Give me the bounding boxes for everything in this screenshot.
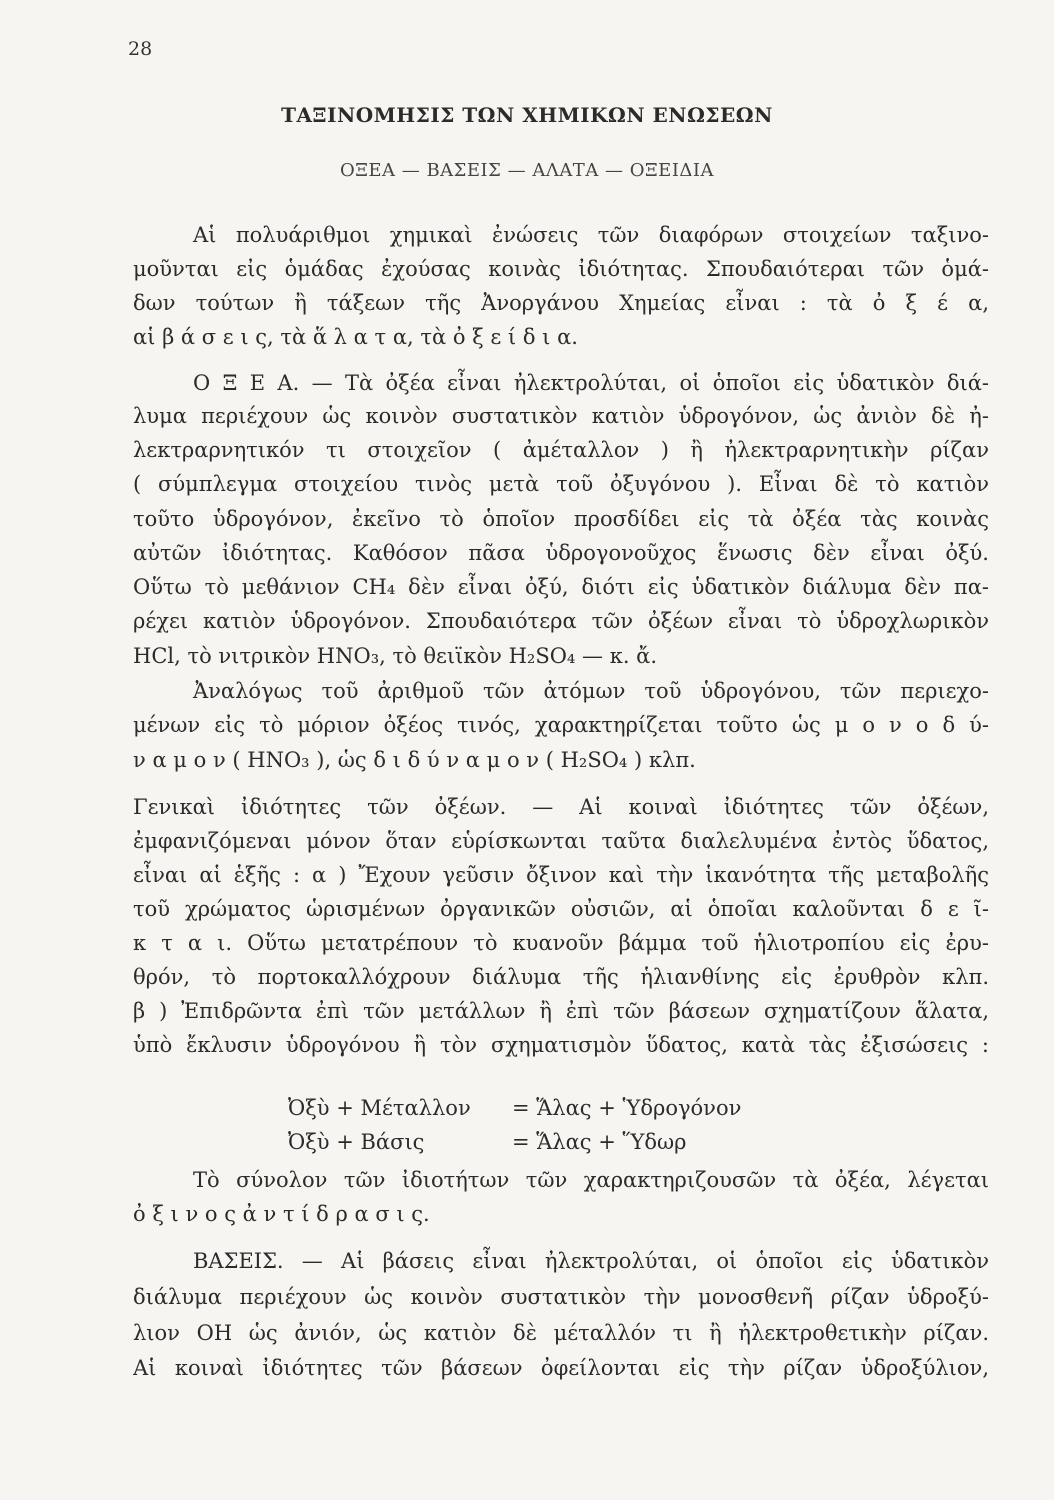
text-line: Αἱ κοιναὶ ἰδιότητες τῶν βάσεων ὀφείλονται εἰς τὴν ρίζαν ὑδροξύλιον, — [133, 1356, 989, 1380]
equation-right: = Ἅλας + Ὑδρογόνον — [512, 1096, 742, 1120]
text-line: λιον OH ὡς ἀνιόν, ὡς κατιὸν δὲ μέταλλόν τι ἢ ἠλεκτροθετικὴν ρίζαν. — [133, 1321, 989, 1345]
text-line: μένων εἰς τὸ μόριον ὀξέος τινός, χαρακτηρίζεται τοῦτο ὡς μ ο ν ο δ ύ- — [133, 713, 989, 737]
text-line: τοῦτο ὑδρογόνον, ἐκεῖνο τὸ ὁποῖον προσδίδει εἰς τὰ ὀξέα τὰς κοινὰς — [133, 507, 989, 531]
text-line: δων τούτων ἢ τάξεων τῆς Ἀνοργάνου Χημείας εἶναι : τὰ ὀ ξ έ α, — [133, 291, 989, 315]
text-line: Ο Ξ Ε Α. — Τὰ ὀξέα εἶναι ἠλεκτρολύται, οἱ ὁποῖοι εἰς ὑδατικὸν διά- — [193, 371, 989, 395]
text-line: θρόν, τὸ πορτοκαλλόχρουν διάλυμα τῆς ἡλιανθίνης εἰς ἐρυθρὸν κλπ. — [133, 965, 989, 989]
text-line: HCl, τὸ νιτρικὸν HNO₃, τὸ θειϊκὸν H₂SO₄ — κ. ἄ. — [133, 644, 658, 668]
text-line: ὀ ξ ι ν ο ς ἀ ν τ ί δ ρ α σ ι ς. — [133, 1202, 430, 1226]
text-line: λυμα περιέχουν ὡς κοινὸν συστατικὸν κατιὸν ὑδρογόνον, ὡς ἀνιὸν δὲ ἠ- — [133, 404, 989, 428]
text-line: ν α μ ο ν ( HNO₃ ), ὡς δ ι δ ύ ν α μ ο ν ( H₂SO₄ ) κλπ. — [133, 748, 696, 772]
equation-right: = Ἅλας + Ὕδωρ — [512, 1130, 687, 1154]
text-line: κ τ α ι. Οὕτω μετατρέπουν τὸ κυανοῦν βάμμα τοῦ ἡλιοτροπίου εἰς ἐρυ- — [133, 931, 989, 955]
text-line: τοῦ χρώματος ὡρισμένων ὀργανικῶν οὐσιῶν, αἱ ὁποῖαι καλοῦνται δ ε ῖ- — [133, 897, 989, 921]
page-subtitle: ΟΞΕΑ — ΒΑΣΕΙΣ — ΑΛΑΤΑ — ΟΞΕΙΔΙΑ — [339, 160, 715, 181]
text-line: εἶναι αἱ ἑξῆς : α ) Ἔχουν γεῦσιν ὄξινον καὶ τὴν ἱκανότητα τῆς μεταβολῆς — [133, 863, 989, 887]
text-line: ( σύμπλεγμα στοιχείου τινὸς μετὰ τοῦ ὀξυγόνου ). Εἶναι δὲ τὸ κατιὸν — [133, 472, 989, 496]
equation-left: Ὀξὺ + Βάσις — [288, 1130, 425, 1154]
section-heading-line: Γενικαὶ ἰδιότητες τῶν ὀξέων. — Αἱ κοιναὶ ἰδιότητες τῶν ὀξέων, — [133, 795, 989, 819]
text-line: Οὕτω τὸ μεθάνιον CH₄ δὲν εἶναι ὀξύ, διότι εἰς ὑδατικὸν διάλυμα δὲν πα- — [133, 575, 989, 599]
text-line: μοῦνται εἰς ὁμάδας ἐχούσας κοινὰς ἰδιότητας. Σπουδαιότεραι τῶν ὁμά- — [133, 257, 989, 281]
text-line: Αἱ πολυάριθμοι χημικαὶ ἐνώσεις τῶν διαφόρων στοιχείων ταξινο- — [193, 223, 989, 247]
text-line: Ἀναλόγως τοῦ ἀριθμοῦ τῶν ἀτόμων τοῦ ὑδρογόνου, τῶν περιεχο- — [193, 679, 989, 703]
text-line: ρέχει κατιὸν ὑδρογόνον. Σπουδαιότερα τῶν ὀξέων εἶναι τὸ ὑδροχλωρικὸν — [133, 609, 989, 633]
equation-left: Ὀξὺ + Μέταλλον — [288, 1096, 471, 1120]
text-line: β ) Ἐπιδρῶντα ἐπὶ τῶν μετάλλων ἢ ἐπὶ τῶν βάσεων σχηματίζουν ἅλατα, — [133, 999, 989, 1023]
text-line: Τὸ σύνολον τῶν ἰδιοτήτων τῶν χαρακτηριζουσῶν τὰ ὀξέα, λέγεται — [193, 1168, 989, 1192]
text-line: ἐμφανιζόμεναι μόνον ὅταν εὑρίσκωνται ταῦτα διαλελυμένα ἐντὸς ὕδατος, — [133, 829, 989, 853]
text-line: λεκτραρνητικόν τι στοιχεῖον ( ἀμέταλλον ) ἢ ἠλεκτραρνητικὴν ρίζαν — [133, 438, 989, 462]
text-line: αἱ β ά σ ε ι ς, τὰ ἅ λ α τ α, τὰ ὀ ξ ε ί δ ι α. — [133, 325, 578, 349]
page-number: 28 — [128, 38, 153, 60]
text-line: ΒΑΣΕΙΣ. — Αἱ βάσεις εἶναι ἠλεκτρολύται, οἱ ὁποῖοι εἰς ὑδατικὸν — [193, 1249, 989, 1273]
page-title: ΤΑΞΙΝΟΜΗΣΙΣ ΤΩΝ ΧΗΜΙΚΩΝ ΕΝΩΣΕΩΝ — [281, 103, 773, 127]
text-line: ὑπὸ ἔκλυσιν ὑδρογόνου ἢ τὸν σχηματισμὸν ὕδατος, κατὰ τὰς ἐξισώσεις : — [133, 1033, 989, 1057]
text-line: διάλυμα περιέχουν ὡς κοινὸν συστατικὸν τὴν μονοσθενῆ ρίζαν ὑδροξύ- — [133, 1285, 989, 1309]
text-line: αὐτῶν ἰδιότητας. Καθόσον πᾶσα ὑδρογονοῦχος ἕνωσις δὲν εἶναι ὀξύ. — [133, 541, 989, 565]
